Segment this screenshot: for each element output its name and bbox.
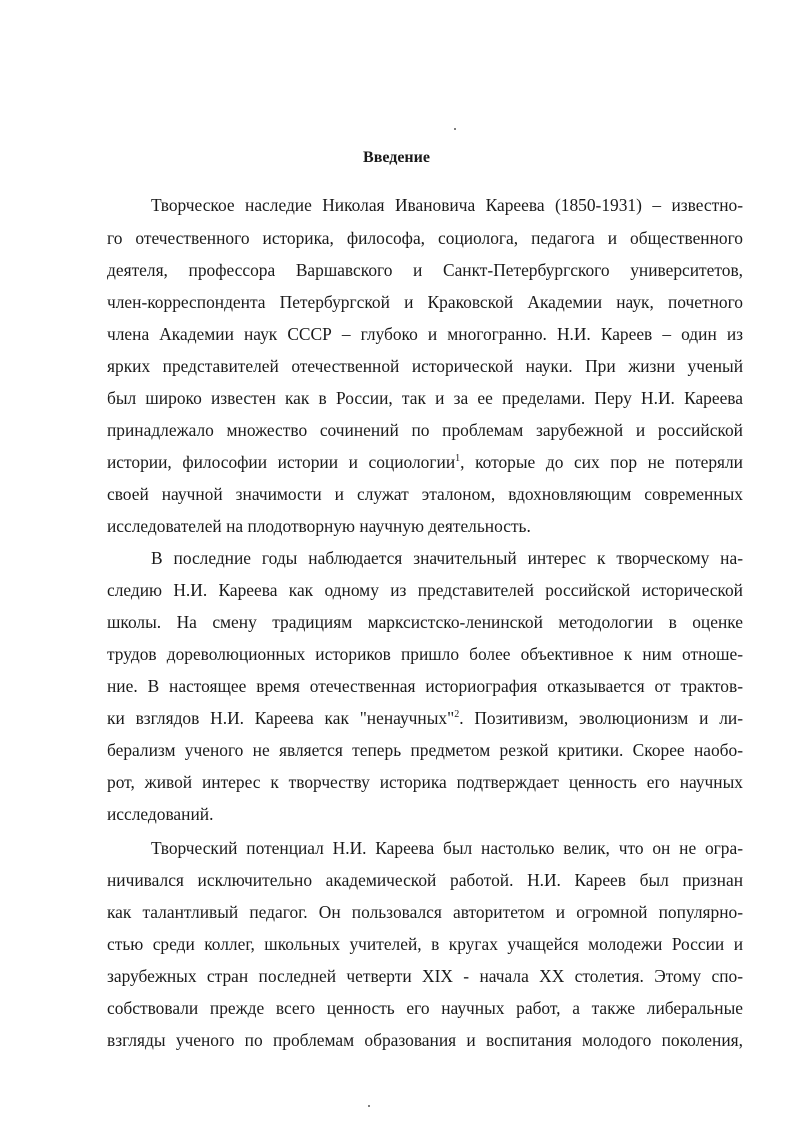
paragraph-2-line	[107, 706, 743, 730]
paragraph-3-line: ничивался исключительно академической работой. Н.И. Кареев был признан	[107, 870, 743, 890]
paragraph-2-line: школы. На смену традициям марксистско-ленинской методологии в оценке	[107, 612, 743, 632]
footnote-ref-1: 1	[455, 453, 461, 465]
paragraph-1-line: деятеля, профессора Варшавского и Санкт-Петербургского университетов,	[107, 260, 743, 280]
paragraph-1-line: исследователей на плодотворную научную деятельность.	[107, 516, 531, 536]
paragraph-2-line: исследований.	[107, 804, 214, 824]
paragraph-1-line: го отечественного историка, философа, социолога, педагога и общественного	[107, 228, 743, 248]
paragraph-1-line: ярких представителей отечественной исторической науки. При жизни ученый	[107, 356, 743, 376]
paragraph-1-line: принадлежало множество сочинений по проблемам зарубежной и российской	[107, 420, 743, 440]
paragraph-3-line: стью среди коллег, школьных учителей, в кругах учащейся молодежи России и	[107, 934, 743, 954]
line-text: ки взглядов Н.И. Кареева как "ненаучных"	[107, 708, 455, 728]
paragraph-3-line: Творческий потенциал Н.И. Кареева был настолько велик, что он не огра-	[151, 838, 743, 858]
paragraph-1-line: член-корреспондента Петербургской и Краковской Академии наук, почетного	[107, 292, 743, 312]
paragraph-2-line: В последние годы наблюдается значительный интерес к творческому на-	[151, 548, 743, 568]
paragraph-1-line	[107, 450, 743, 474]
paragraph-2-line: следию Н.И. Кареева как одному из представителей российской исторической	[107, 580, 743, 600]
scan-speck	[454, 128, 456, 130]
paragraph-1-line: Творческое наследие Николая Ивановича Кареева (1850-1931) – известно-	[151, 195, 743, 215]
paragraph-2-line: трудов дореволюционных историков пришло более объективное к ним отноше-	[107, 644, 743, 664]
paragraph-3-line: собствовали прежде всего ценность его научных работ, а также либеральные	[107, 998, 743, 1018]
paragraph-1-line: был широко известен как в России, так и за ее пределами. Перу Н.И. Кареева	[107, 388, 743, 408]
line-text: истории, философии истории и социологии	[107, 452, 456, 472]
paragraph-2-line: берализм ученого не является теперь предметом резкой критики. Скорее наобо-	[107, 740, 743, 760]
paragraph-3-line: зарубежных стран последней четверти XIX - начала XX столетия. Этому спо-	[107, 966, 743, 986]
paragraph-1-line: своей научной значимости и служат эталоном, вдохновляющим современных	[107, 484, 743, 504]
line-text: . Позитивизм, эволюционизм и ли-	[459, 708, 743, 728]
page-title: Введение	[363, 149, 430, 166]
line-text: , которые до сих пор не потеряли	[460, 452, 743, 472]
paragraph-1-line: члена Академии наук СССР – глубоко и многогранно. Н.И. Кареев – один из	[107, 324, 743, 344]
paragraph-2-line: рот, живой интерес к творчеству историка подтверждает ценность его научных	[107, 772, 743, 792]
footnote-ref-2: 2	[454, 709, 460, 721]
paragraph-2-line: ние. В настоящее время отечественная историография отказывается от трактов-	[107, 676, 743, 696]
paragraph-3-line: взгляды ученого по проблемам образования и воспитания молодого поколения,	[107, 1030, 743, 1050]
paragraph-3-line: как талантливый педагог. Он пользовался авторитетом и огромной популярно-	[107, 902, 743, 922]
scan-speck	[368, 1105, 370, 1107]
